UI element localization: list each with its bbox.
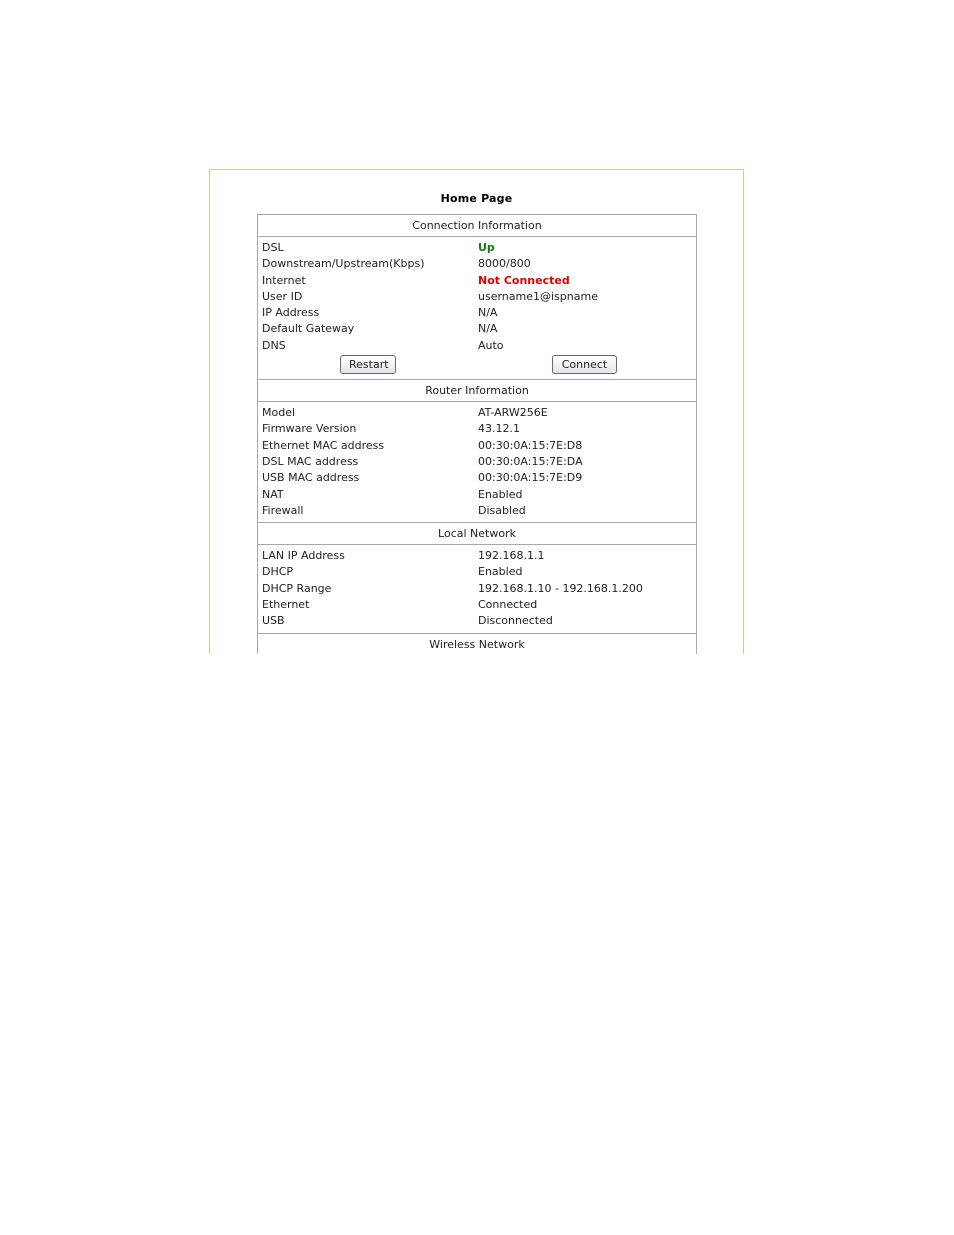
row-value: 43.12.1 xyxy=(478,422,520,436)
row-value: 00:30:0A:15:7E:DA xyxy=(478,454,583,468)
row-label: Firewall xyxy=(262,503,304,517)
row-value: N/A xyxy=(478,306,498,320)
row-usb-mac xyxy=(258,470,696,486)
local-network-section xyxy=(258,522,696,632)
row-value: Enabled xyxy=(478,565,523,579)
row-label: DHCP xyxy=(262,565,294,579)
row-firmware-version xyxy=(258,421,696,437)
row-label: NAT xyxy=(262,487,284,501)
local-rows xyxy=(258,545,696,632)
row-internet xyxy=(258,273,696,289)
internet-status-value: Not Connected xyxy=(478,273,570,287)
dsl-status-value: Up xyxy=(478,241,495,254)
row-value: username1@ispname xyxy=(478,289,598,303)
row-firewall xyxy=(258,503,696,519)
row-model xyxy=(258,405,696,421)
row-ethernet-mac xyxy=(258,438,696,454)
row-ip-address xyxy=(258,305,696,321)
row-value: 192.168.1.10 - 192.168.1.200 xyxy=(478,581,643,595)
row-value: 192.168.1.1 xyxy=(478,549,545,563)
row-value: AT-ARW256E xyxy=(478,406,548,420)
row-label: IP Address xyxy=(262,306,320,320)
row-default-gateway xyxy=(258,321,696,337)
row-label: Internet xyxy=(262,273,306,287)
row-value: 00:30:0A:15:7E:D9 xyxy=(478,471,583,485)
row-label: User ID xyxy=(262,289,303,303)
row-ethernet xyxy=(258,597,696,613)
row-label: Default Gateway xyxy=(262,322,355,336)
row-label: DSL xyxy=(262,241,284,254)
row-dns xyxy=(258,338,696,354)
row-value: Connected xyxy=(478,598,538,612)
row-lan-ip xyxy=(258,548,696,564)
connect-button[interactable]: Connect xyxy=(552,355,617,374)
row-label: Downstream/Upstream(Kbps) xyxy=(262,257,425,271)
row-label: Model xyxy=(262,406,296,420)
row-value: 00:30:0A:15:7E:D8 xyxy=(478,438,583,452)
row-dsl xyxy=(258,240,696,256)
row-label: Ethernet MAC address xyxy=(262,438,385,452)
row-label: LAN IP Address xyxy=(262,549,345,563)
row-value: Auto xyxy=(478,338,504,352)
row-usb xyxy=(258,613,696,629)
section-header-wireless: Wireless Network xyxy=(258,633,696,654)
connection-button-row xyxy=(258,354,696,376)
row-value: N/A xyxy=(478,322,498,336)
status-panel xyxy=(257,214,697,654)
row-value: Disabled xyxy=(478,503,526,517)
row-dhcp-range xyxy=(258,581,696,597)
connection-rows xyxy=(258,237,696,379)
row-label: DHCP Range xyxy=(262,581,332,595)
row-label: USB MAC address xyxy=(262,471,360,485)
row-user-id xyxy=(258,289,696,305)
row-label: DNS xyxy=(262,338,286,352)
row-label: Ethernet xyxy=(262,598,310,612)
router-information-section xyxy=(258,379,696,522)
row-dsl-mac xyxy=(258,454,696,470)
router-rows xyxy=(258,402,696,522)
page-title: Home Page xyxy=(440,192,513,205)
wireless-network-section xyxy=(258,633,696,654)
row-dhcp xyxy=(258,564,696,580)
row-nat xyxy=(258,487,696,503)
restart-button[interactable]: Restart xyxy=(340,355,396,374)
row-label: USB xyxy=(262,614,285,628)
row-value: 8000/800 xyxy=(478,257,531,271)
row-label: Firmware Version xyxy=(262,422,357,436)
section-header-router: Router Information xyxy=(258,379,696,402)
row-label: DSL MAC address xyxy=(262,454,359,468)
section-header-connection: Connection Information xyxy=(258,215,696,237)
connection-information-section xyxy=(258,215,696,379)
row-downstream-upstream xyxy=(258,256,696,272)
row-value: Enabled xyxy=(478,487,523,501)
home-page-frame xyxy=(209,169,744,654)
section-header-local: Local Network xyxy=(258,522,696,545)
row-value: Disconnected xyxy=(478,614,553,628)
